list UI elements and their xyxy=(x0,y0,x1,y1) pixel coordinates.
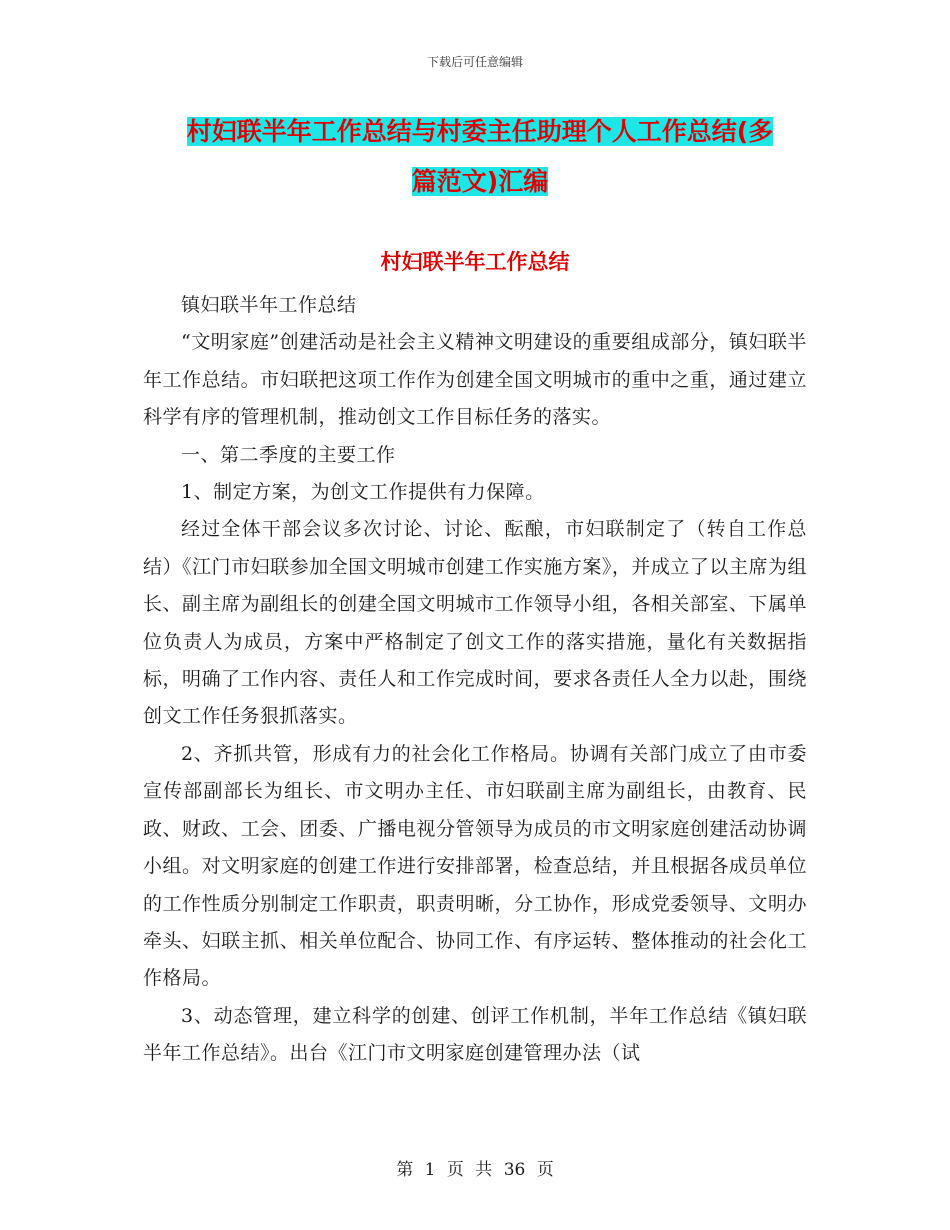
document-body xyxy=(143,287,807,1073)
paragraph: 3、动态管理，建立科学的创建、创评工作机制，半年工作总结《镇妇联半年工作总结》。出台《江门市文明家庭创建管理办法（试 xyxy=(143,1004,807,1065)
paragraph: 一、第二季度的主要工作 xyxy=(181,443,396,466)
document-title xyxy=(140,107,820,207)
page-number-footer: 第 1 页 共 36 页 xyxy=(396,1160,554,1180)
section-title: 村妇联半年工作总结 xyxy=(380,250,570,274)
document-title-line-2: 篇范文)汇编 xyxy=(411,167,549,196)
document-title-line-1: 村妇联半年工作总结与村委主任助理个人工作总结(多 xyxy=(186,117,774,146)
paragraph: 1、制定方案，为创文工作提供有力保障。 xyxy=(181,481,545,504)
paragraph: 经过全体干部会议多次讨论、讨论、酝酿，市妇联制定了（转自工作总结）《江门市妇联参加全国文明城市创建工作实施方案》，并成立了以主席为组长、副主席为副组长的创建全国文明城市工作领导小组，各相关部室、下属单位负责人为成员，方案中严格制定了创文工作的落实措施，量化有关数据指标，明确了工作内容、责任人和工作完成时间，要求各责任人全力以赴，围绕创文工作任务狠抓落实。 xyxy=(143,518,807,728)
paragraph: “文明家庭”创建活动是社会主义精神文明建设的重要组成部分，镇妇联半年工作总结。市妇联把这项工作作为创建全国文明城市的重中之重，通过建立科学有序的管理机制，推动创文工作目标任务的落实。 xyxy=(143,331,807,429)
page-header-note: 下载后可任意编辑 xyxy=(426,55,523,69)
paragraph: 镇妇联半年工作总结 xyxy=(181,294,357,316)
paragraph: 2、齐抓共管，形成有力的社会化工作格局。协调有关部门成立了由市委宣传部副部长为组长、市文明办主任、市妇联副主席为副组长，由教育、民政、财政、工会、团委、广播电视分管领导为成员的市文明家庭创建活动协调小组。对文明家庭的创建工作进行安排部署，检查总结，并且根据各成员单位的工作性质分别制定工作职责，职责明晰，分工协作，形成党委领导、文明办牵头、妇联主抓、相关单位配合、协同工作、有序运转、整体推动的社会化工作格局。 xyxy=(143,742,807,990)
